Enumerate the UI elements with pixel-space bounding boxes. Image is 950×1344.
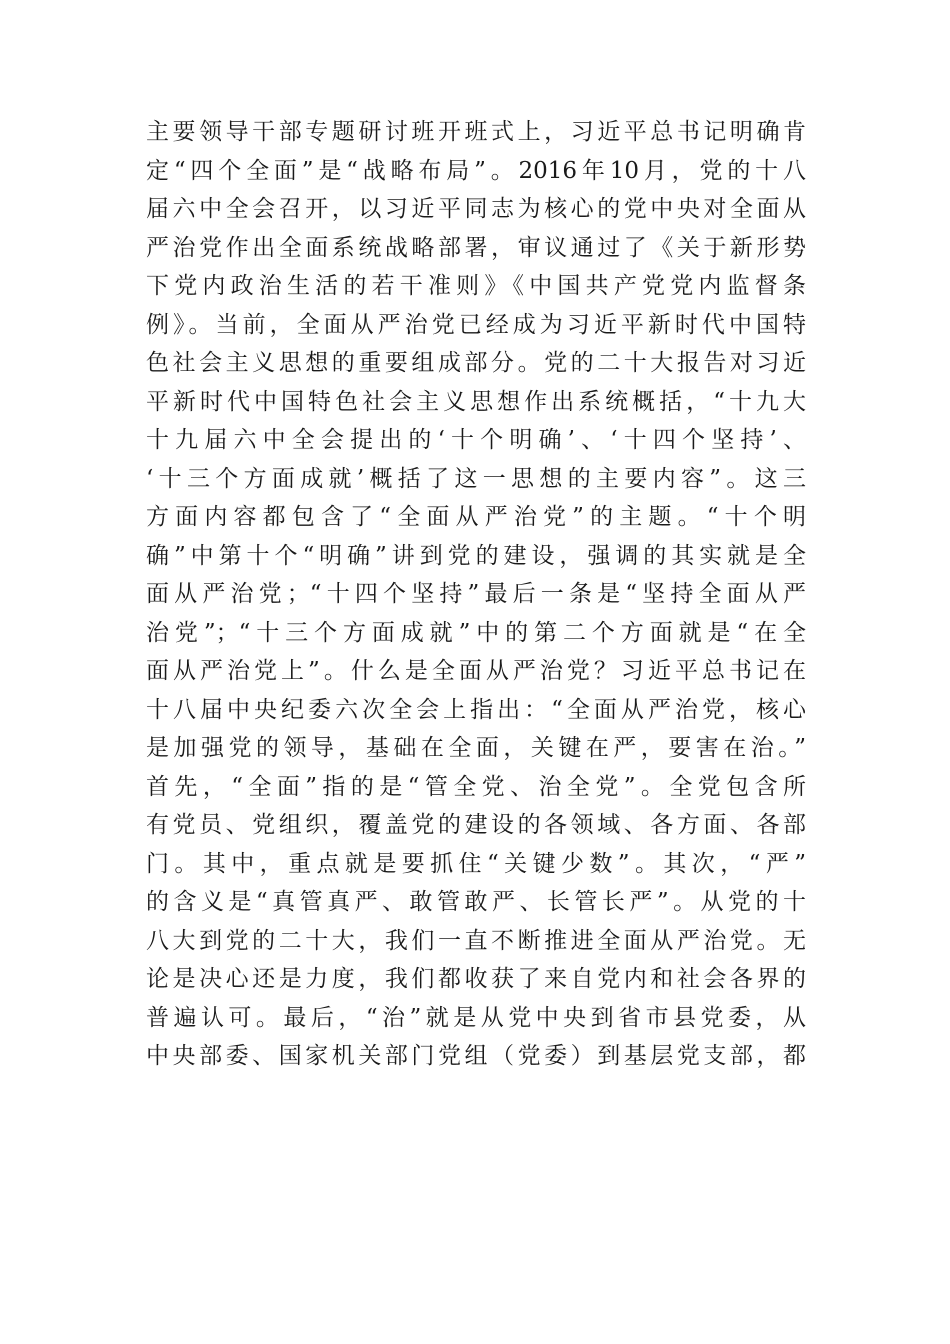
text-line: 主要领导干部专题研讨班开班式上，习近平总书记明确肯 — [146, 119, 806, 145]
text-line: 八大到党的二十大，我们一直不断推进全面从严治党。无 — [146, 927, 806, 954]
text-line: ‘十三个方面成就’概括了这一思想的主要内容”。这三 — [146, 465, 806, 492]
text-line: 治党”；“十三个方面成就”中的第二个方面就是“在全 — [146, 619, 806, 646]
text-line: 平新时代中国特色社会主义思想作出系统概括，“十九大 — [146, 388, 806, 415]
text-line: 是加强党的领导，基础在全面，关键在严，要害在治。” — [146, 735, 806, 761]
text-line: 面从严治党；“十四个坚持”最后一条是“坚持全面从严 — [146, 581, 806, 607]
text-line: 十八届中央纪委六次全会上指出：“全面从严治党，核心 — [146, 696, 806, 723]
text-line: 有党员、党组织，覆盖党的建设的各领域、各方面、各部 — [146, 812, 806, 838]
text-line: 确”中第十个“明确”讲到党的建设，强调的其实就是全 — [146, 542, 806, 569]
text-line: 色社会主义思想的重要组成部分。党的二十大报告对习近 — [146, 350, 806, 376]
text-line: 的含义是“真管真严、敢管敢严、长管长严”。从党的十 — [146, 889, 806, 915]
text-line: 例》。当前，全面从严治党已经成为习近平新时代中国特 — [146, 311, 806, 338]
text-line: 中央部委、国家机关部门党组（党委）到基层党支部，都 — [146, 1043, 806, 1069]
text-line: 普遍认可。最后，“治”就是从党中央到省市县党委，从 — [146, 1004, 806, 1031]
text-line: 届六中全会召开，以习近平同志为核心的党中央对全面从 — [146, 196, 806, 222]
text-line: 面从严治党上”。什么是全面从严治党？习近平总书记在 — [146, 658, 806, 684]
text-line: 下党内政治生活的若干准则》《中国共产党党内监督条 — [146, 273, 806, 299]
text-line: 严治党作出全面系统战略部署，审议通过了《关于新形势 — [146, 234, 806, 261]
text-line: 方面内容都包含了“全面从严治党”的主题。“十个明 — [146, 504, 806, 530]
text-line: 门。其中，重点就是要抓住“关键少数”。其次，“严” — [146, 850, 806, 877]
body-text — [146, 113, 806, 1076]
text-line: 论是决心还是力度，我们都收获了来自党内和社会各界的 — [146, 966, 806, 992]
text-line: 十九届六中全会提出的‘十个明确’、‘十四个坚持’、 — [146, 427, 806, 453]
text-line: 定“四个全面”是“战略布局”。2016年10月，党的十八 — [146, 157, 806, 184]
text-line: 首先，“全面”指的是“管全党、治全党”。全党包含所 — [146, 773, 806, 800]
